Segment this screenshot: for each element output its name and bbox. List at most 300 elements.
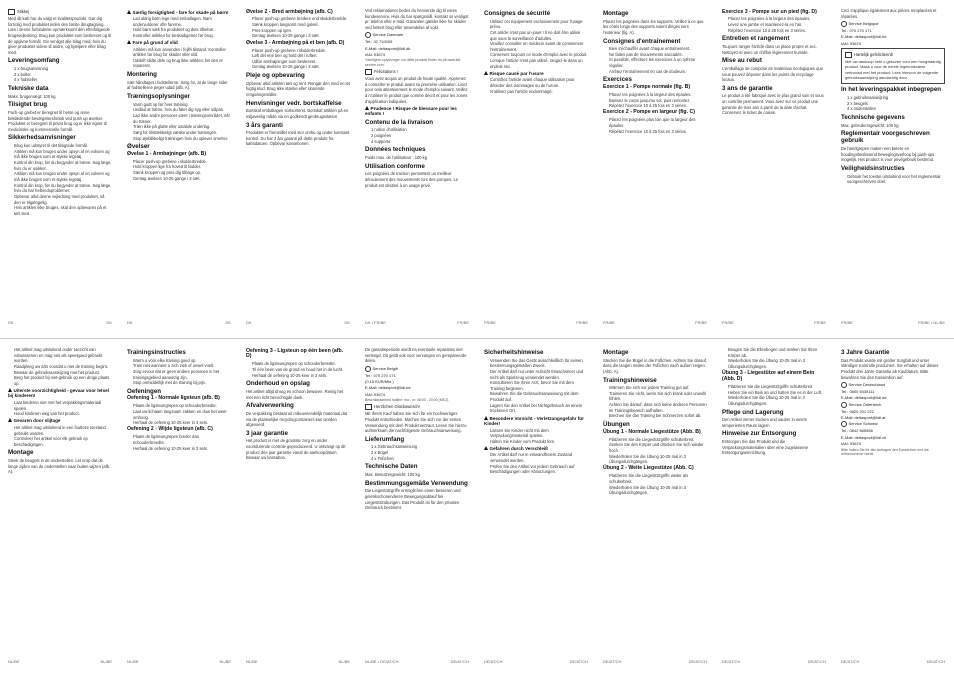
care-text: Opbevar altid artiklen tørt og rent. Rengør den med en let fugtig klud. Brug ikke stærke eller skurende rengøringsmidler. [246,80,350,97]
mount-text: Stecken Sie die Bügel in die Füßchen. Achten Sie darauf, dass die langen Seiten der Füßchen nach außen zeigen (Abb. A). [603,357,707,374]
warning-icon [8,418,12,422]
service-email: E-Mail: deltasport@lidl.ch [841,434,887,440]
list-item: • Raadpleeg uw arts voordat u met de training begint. [14,364,112,370]
exercise-title: Oefening 2 - Wijde ligsteun (afb. C) [127,426,213,433]
list-item: • Undlad at træne, hvis du føler dig syg eller utilpas. [133,107,231,113]
service-contact: Service Österreich [841,402,945,408]
train-list [603,46,707,74]
list-item: • Heben Sie ein Bein an und halten Sie es in der Luft. [728,390,826,396]
care-title: Entretien et rangement [722,35,790,43]
use-text: Puch-up grebet er beregnet til hente og anne beklædende bevægelsesforløb ved push up øvelser. Produktet er beregnet til privat brug og er ikke egnet til medicinske og kommercielle formål. [8,109,107,132]
top-col-2 [127,8,231,313]
list-item: • Lad ikke andre personer være i træningsområdet, når du træner. [133,113,231,124]
list-item: • Placer push-up grebene bredere end skulderbredde. [252,16,350,22]
list-item: • Veuillez consulter un médecin avant de commencer l'entraînement. [490,41,588,52]
warranty-title: 3 Jahre Garantie [841,349,890,356]
train-title: Trainingshinweise [603,376,657,384]
list-item: • Herhaal de oefening 10-25 keer in 3 sets. [252,373,350,379]
warning-list [8,425,112,448]
service-contact: Service Schweiz [841,421,945,427]
list-item: • Lassen Sie Kinder nicht mit dem Verpackungsmaterial spielen. [490,428,588,439]
exercise-title: Übung 1 - Normale Liegestütze (Abb. B) [603,428,701,435]
list-item: • Bewaar de gebruiksaanwijzing met het product. [14,370,112,376]
intro-heading: Hartelijk gefeliciteerd! [845,52,941,58]
exercise-list [603,117,707,134]
list-item: • Løft det ene ben og hold det i luften. [252,53,350,59]
list-item: • 2 x Bügel [371,450,469,456]
exercise-list [246,361,350,378]
list-item: • 4 x onderstellen [847,106,945,112]
list-item: • Sænk kroppen og pres dig tilbage op. [133,170,231,176]
exercises-title: Øvelser [127,143,150,151]
list-item: • 1 x Gebrauchsanweisung [371,444,469,450]
warning-heading: Risque causé par l'usure [484,71,588,77]
service-phone: Tel.: 32 710005 [365,39,393,45]
intro-heading: Herzlichen Glückwunsch! [365,404,469,410]
warranty-continued: Ved reklamationer bedes du henvende dig til vores kundeservice. Hvis du har spørgsmål, kontakt os venligst pr. telefon eller e-mail. Garantien gælder ikke for skader ved forkert brug eller anvendelse af vold. [365,8,469,30]
article-number: IAN: 93674 [841,40,862,46]
book-icon [365,404,372,410]
list-item: • Conservez toujours ce mode d'emploi avec le produit. [490,52,588,58]
list-item: • Lagern Sie den Artikel bei Nichtgebrauch an einem trockenen Ort. [490,403,588,414]
list-item: • Hvis artiklen ikke bruges, skal den opbevares på et tørt sted. [14,205,112,216]
list-item: • Hold børn væk fra produktet og dets tilbehør. [133,27,231,33]
service-contact: Service Deutschland [841,382,945,388]
intro-text: Mit Ihrem Kauf haben Sie sich für ein hochwertiges Produkt entschieden. Machen Sie sich vor der ersten Verwendung mit dem Produkt vertraut. Lesen Sie hierzu aufmerksam die nachfolgende Gebrauchsanweisung. [365,411,467,434]
care-title: Onderhoud en opslag [246,380,310,388]
list-item: • Udfør armbøjninger som beskrevet. [252,59,350,65]
use-text: Die Liegestützgriffe ermöglichen einen besseren und gelenkschonenderen Bewegungsablauf bei Liegestützübungen. Das Produkt ist für den privaten Gebrauch bestimmt. [365,488,461,511]
top-col-8 [841,8,945,313]
list-item: • Kontrol din krop, før du begynder at træne. Søg læge, hvis du er usikker. [14,160,112,171]
small-print: Bitte halten Sie für alle Anfragen den Kassenbon und die Artikelnummer bereit. [841,447,929,457]
list-item: • Het artikel mag uitsluitend in een foutloze toestand gebruikt worden. [14,425,112,436]
page-footer: FR/BE FR/BE [603,320,707,325]
list-item: • Platzieren Sie die Liegestützgriffe schulterbreit. [609,437,707,443]
use-title: Tilsigtet brug [8,101,48,109]
page-footer: DK DK [127,320,231,325]
service-icon [841,21,847,27]
list-item: • Gentag øvelsen 10-25 gange i 3 sæt. [252,33,350,39]
warranty-text: Das Produkt wurde mit großer Sorgfalt und unter ständiger Kontrolle produziert. Sie erhalten auf dieses Produkt drei Jahre Garantie ab Kaufdatum. Bitte bewahren Sie den Kassenbon auf. [841,357,939,380]
list-item: • 4 supports [371,139,469,145]
warning-icon [484,71,488,75]
list-item: • Herhaal de oefening 10-25 keer in 3 sets. [133,420,231,426]
small-print: Beschikbaarheid hotline: ma - vr: 08:00 - 20:00 (MEZ). [365,398,450,403]
page-footer: NL/BE NL/BE [127,659,231,664]
warranty-text: Het product is met de grootste zorg en onder voortdurende controle geproduceerd. U ontvangt op dit product drie jaar garantie vanaf de aankoopdatum. Bewaar uw kassabon. [246,438,346,461]
bottom-col-1 [8,347,112,652]
list-item: • Controleer het artikel vóór elk gebruik op beschadigingen. [14,436,112,447]
page-footer: DE/AT/CH DE/AT/CH [603,659,707,664]
warranty-continued: De garantieperiode wordt na eventuele reparaties niet verlengd. Dit geldt ook voor vervangen en gerepareerde delen. [365,347,467,364]
list-item: • Wiederholen Sie die Übung 10-25 mal in 3 Übungsdurchgängen. [728,395,826,406]
warning-list [484,428,588,445]
list-item: • Laat uw lichaam langzaam zakken en duw het weer omhoog. [133,409,231,420]
safety-list [8,143,112,216]
warning-icon [127,40,131,44]
list-item: • Plaats de ligsteungrepen breder dan schouderbreedte. [133,434,231,445]
warning-icon [8,388,12,392]
top-col-1 [8,8,112,313]
list-item: • Achten Sie darauf, dass sich keine anderen Personen im Trainingsbereich aufhalten. [609,402,707,413]
page-footer: DE/AT/CH DE/AT/CH [841,659,945,664]
top-col-7 [722,8,826,313]
list-item: • Senken Sie den Körper und drücken Sie sich wieder hoch. [609,442,707,453]
list-item: • Placez les poignées à la largeur des épaules. [728,16,826,22]
exercise-title: Oefening 3 - Ligsteun op één been (afb. D) [246,347,344,360]
scope-title: Lieferumfang [365,435,405,443]
tech-title: Technische gegevens [841,113,905,121]
exercise-title: Übung 2 - Weite Liegestütze (Abb. C) [603,465,694,472]
use-text: Les poignées de traction permettent un meilleur déroulement des mouvements lors des pompes. Le produit est destiné à un usage privé. [365,171,459,188]
list-item: • 1 x gebruiksaanwijzing [847,95,945,101]
train-list [127,102,231,141]
list-item: • Hold kroppen lige fra hoved til fødder. [133,164,231,170]
list-item: • Der Artikel darf nur in einwandfreiem Zustand verwendet werden. [490,452,588,463]
tech-title: Tekniske data [8,85,49,93]
list-item: • Kontrol din krop, før du begynder at træne. Søg læge, hvis du har helbredsproblemer. [14,183,112,194]
page-footer: DK DK [246,320,350,325]
exercise-title: Übung 3 - Liegestütze auf einem Bein (Abb. D) [722,370,815,383]
bottom-col-3 [246,347,350,652]
mount-text: Steek de beugels in de onderstellen. Let erop dat de lange zijden van de onderstellen naar buiten wijzen (afb. A). [8,458,111,475]
mount-title: Montage [8,449,34,457]
list-item: • Beugen Sie die Ellenbogen und senken Sie Ihren Körper ab. [728,347,826,358]
list-item: • Warm u vóór elke training goed op. [133,358,231,364]
list-item: • Halten Sie Kinder vom Produkt fern. [490,439,588,445]
page-footer: DE/AT/CH DE/AT/CH [722,659,826,664]
safety-title: Sikkerhedsanvisninger [8,134,76,142]
list-item: • Brug kun udstyret til det tilsigtede formål. [14,143,112,149]
safety-title: Sicherheitshinweise [484,349,544,356]
scope-list [8,66,112,83]
warning-heading: Besondere Vorsicht - Verletzungsgefahr für Kinder! [484,415,584,427]
service-icon [841,382,847,388]
disposal-title: Afvalverwerking [246,402,294,410]
list-item: • Artiklen må kun bruges under opsyn af en voksen og må ikke bruges som et stykke legetøj. [14,171,112,182]
intro-box [841,48,945,84]
list-item: • Artiklen må kun bruges under opsyn af en voksen og må ikke bruges som et stykke legetøj. [14,149,112,160]
intro-heading: Félicitations ! [365,69,469,75]
page-footer: NL/BE • DE/AT/CH DE/AT/CH [365,659,469,664]
list-item: • Herhaal de oefening 10-25 keer in 3 sets. [133,446,231,452]
list-item: • Wiederholen Sie die Übung 10-25 mal in 3 Übungsdurchgängen. [609,454,707,465]
list-item: • 1 notice d'utilisation [371,127,469,133]
list-item: • Répétez l'exercice 10 à 25 fois en 3 séries. [609,103,707,109]
mount-text: Placez les poignées dans les supports. Veillez à ce que les côtés longs des supports soient dirigés vers l'extérieur (fig. A). [603,18,704,35]
exercise-title: Exercice 3 - Pompe sur un pied (fig. D) [722,8,817,15]
list-item: • Platzieren Sie die Liegestützgriffe weiter als schulterbreit. [609,473,707,484]
list-item: • 2 poignées [371,133,469,139]
list-item: • Sørg for tilstrækkeligt væske under træningen. [133,130,231,136]
list-item: • Bien s'échauffer avant chaque entraînement. [609,46,707,52]
warning-heading: Prudence ! Risque de blessure pour les enfants ! [365,105,457,117]
page-footer: DK DK [8,320,112,325]
list-item: • Artiklen må kun anvendes i fejlfri tilstand. Kontroller artiklen før brug for skader eller slid. [133,47,231,58]
warning-heading: Fare på grund af slid [127,40,231,46]
list-item: • Berg het product bij niet-gebruik op een droge plaats op. [14,375,112,386]
warning-list [127,16,231,39]
exercise-list [246,48,350,71]
disposal-text: L'emballage se compose de matériaux écologiques que vous pouvez déposer dans les points de recyclage locaux. [722,65,823,83]
exercise-title: Øvelse 2 - Bred armbøjning (afb. C) [246,8,333,15]
exercise-list [127,434,231,451]
list-item: • Houd kinderen weg van het product. [14,411,112,417]
exercise-list [603,92,707,109]
list-item: • Prüfen Sie den Artikel vor jedem Gebrauch auf Beschädigungen oder Abnutzungen. [490,464,588,475]
warranty-title: 3 års garanti [246,121,283,129]
warning-list [8,400,112,417]
bottom-page-spread [0,339,954,677]
warning-heading: Gefahren durch Verschleiß [484,446,588,452]
list-item: • Utilisez cet équipement exclusivement pour l'usage prévu. [490,19,588,30]
service-rate: (0,15 EUR/Min.) [365,378,394,384]
intro-text: Med dit køb har du valgt et kvalitetsprodukt. Gør dig fortrolig med produktet inden den første ibrugtagning. Læs i denne forbindelse opmærksomt den efterfølgende brugsvejledning. Brug kun produktet som beskrevet og til de opgivne formål. Giv venligst alle bilag med, hvis du giver produktet videre til andre, og hjælpere eller bilag med. [8,16,112,55]
exercises-title: Exercices [603,76,632,84]
scope-title: Leveringsomfang [8,57,60,65]
exercise-list [603,473,707,496]
disposal-text: De verpakking bestaat uit milieuvriendelijk materiaal dat via de plaatselijke recyclingcontainers kan worden afgevoerd. [246,410,348,428]
tech-text: Max. gebruikersgewicht: 100 kg [841,122,899,128]
list-item: • Wärmen Sie sich vor jedem Training gut auf. [609,385,707,391]
care-text: Toujours ranger l'article dans un place propre et sec. Nettoyez-le avec un chiffon légèrement humide. [722,44,817,55]
service-icon [841,402,847,408]
top-col-4 [365,8,469,313]
list-item: • Répétez l'exercice 10 à 25 fois en 3 séries. [609,129,707,135]
exercise-title: Øvelse 3 - Armbøjning på et ben (afb. D) [246,39,345,46]
warning-icon [365,106,369,110]
tech-text: Max. Benutzergewicht: 100 kg [365,471,420,477]
care-title: Pflege und Lagerung [722,408,784,416]
service-phone: Tel.: 070 270 171 [841,27,872,33]
list-item: • Plaats de ligsteungrepen op schouderbreedte. [133,403,231,409]
service-email: E-Mail: deltasport@lidl.be [365,385,411,391]
disposal-title: Hinweise zur Entsorgung [722,430,797,438]
list-item: • Konsultieren Sie Ihren Arzt, bevor Sie mit dem Training beginnen. [490,380,588,391]
safety-title: Consignes de sécurité [484,10,551,17]
scope-list [841,95,945,112]
service-phone: Tel.: 0820 201 222 [841,408,874,414]
warning-icon [127,10,131,14]
service-icon [841,421,847,427]
scope-list [365,444,469,461]
warranty-text: Le produit a été fabriqué avec le plus grand soin et sous un contrôle permanent. Vous avez sur ce produit une garantie de trois ans à partir de la date d'achat. Conservez le ticket de caisse. [722,93,824,116]
list-item: • Het artikel mag uitsluitend onder toezicht van volwassenen en mag niet als speelgoed gebruikt worden. [14,347,112,364]
list-item: • Lad aldrig børn lege med emballagen. Børn undervurderer ofte farerne. [133,16,231,27]
list-item: • Baissez le corps jusqu'au sol, puis remontez. [609,98,707,104]
use-title: Utilisation conforme [365,162,425,170]
list-item: • Cet article n'est pas un jouet ! Il ne doit être utilisé que sous la surveillance d'adultes. [490,30,588,41]
service-email: E-Mail: deltasport@lidl.be [841,34,887,40]
exercises-title: Übungen [603,421,630,429]
list-item: • Opbevar altid denne vejledning med produktet, så den er tilgængelig. [14,194,112,205]
list-item: • Placer push-up grebene i skulderbredde. [133,159,231,165]
warning-heading: Uiterste voorzichtigheid - gevaar voor letsel bij kinderen! [8,387,109,399]
warning-list [127,47,231,70]
list-item: • Lorsque l'article n'est pas utilisé, rangez-le dans un endroit sec. [490,58,588,69]
page-footer: NL/BE NL/BE [246,659,350,664]
top-col-6 [603,8,707,313]
list-item: • Stop onmiddellijk met de training bij pijn. [133,380,231,386]
warning-list [484,77,588,94]
article-number: IAN: 93674 [841,441,862,447]
exercise-list [722,384,826,407]
safety-list [484,19,588,70]
top-page-spread [0,0,954,338]
bottom-col-7 [722,347,826,652]
list-item: • Pres kroppen op igen. [252,28,350,34]
use-title: Reglementair voorgeschreven gebruik [841,130,930,145]
tech-text: Poids max. de l'utilisateur : 100 kg [365,154,427,160]
train-title: Consignes d'entraînement [603,37,681,45]
book-icon [8,9,15,15]
exercise-list [246,16,350,39]
list-item: • 4 x Füßchen [371,456,469,462]
train-title: Trainingsinstructies [127,349,186,356]
list-item: • Til één been van de grond en houd het in de lucht. [252,367,350,373]
list-item: • Trainieren Sie nicht, wenn Sie sich krank oder unwohl fühlen. [609,391,707,402]
list-item: • Répétez l'exercice 10 à 25 fois en 3 séries. [728,28,826,34]
book-icon [365,69,372,75]
list-item: • Gentag øvelsen 10-25 gange i 3 sæt. [133,176,231,182]
list-item: • 2 x bolter [14,72,112,78]
exercise-title: Øvelse 1 - Armbøjninger (afb. B) [127,150,207,157]
mount-title: Montering [127,71,157,79]
list-item: • Si possible, effectuez les exercices à un rythme régulier. [609,57,707,68]
scope-title: Contenu de la livraison [365,118,434,126]
exercise-list [127,159,231,182]
list-item: • Der Artikel darf nur unter Aufsicht Erwachsener und nicht als Spielzeug verwendet werden. [490,369,588,380]
warranty-text: Produktet er fremstillet med stor omhu og under konstant kontrol. Du har 3 års garanti på dette produkt fra købsdatoen. Opbevar kassebonen. [246,130,350,147]
list-item: • Bewahren Sie die Gebrauchsanweisung mit dem Produkt auf. [490,391,588,402]
mount-title: Montage [603,349,629,356]
list-item: • Train niet wanneer u zich ziek of onwel voelt. [133,363,231,369]
bottom-col-4 [365,347,469,652]
service-phone: Tel.: 0800 5435111 [841,388,875,394]
list-item: • Levez une jambe et maintenez-la en l'air. [728,22,826,28]
warranty-title: 3 jaar garantie [246,429,288,437]
page-footer: FR/BE FR/BE [722,320,826,325]
list-item: • Contrôlez l'article avant chaque utilisation pour détecter des dommages ou de l'usure. [490,77,588,88]
intro-text: Met uw aankoop hebt u gekozen voor een hoogwaardig product. Maak u voor de eerste ingebruikname vertrouwd met het product. Lees hiervoor de volgende gebruiksaanwijzing aandachtig door. [845,59,941,81]
list-item: • Udskift slidte dele og brug ikke artiklen, før den er repareret. [133,58,231,69]
exercise-list [603,437,707,465]
warning-list [484,452,588,475]
list-item: • Platzieren Sie die Liegestützgriffe schulterbreit. [728,384,826,390]
list-item: • Arrêtez l'entraînement en cas de douleurs. [609,69,707,75]
service-contact: Service Belgique [841,21,945,27]
bottom-col-2 [127,347,231,652]
book-icon [845,52,852,58]
warning-icon [484,446,488,450]
list-item: • Placez les poignées à la largeur des épaules. [609,92,707,98]
tech-text: Maks. brugervægt: 100 kg [8,93,56,99]
care-title: Pleje og opbevaring [246,72,305,80]
list-item: • Sænk kroppen langsomt mod gulvet. [252,22,350,28]
train-list [127,358,231,386]
list-item: • Laat kinderen niet met het verpakkingsmateriaal spelen. [14,400,112,411]
list-item: • Gentag øvelsen 10-25 gange i 3 sæt. [252,64,350,70]
intro-text: Vous avez acquis un produit de haute qualité. Apprenez à connaître le produit avant sa première utilisation. Lisez pour cela attentivement le mode d'emploi suivant. Veillez à n'utiliser le produit que comme décrit et pour les zones d'application indiquées. [365,76,468,104]
warning-icon [484,416,488,420]
exercise-title: Oefening 1 - Normale ligsteun (afb. B) [127,395,220,402]
scope-title: In het leveringspakket inbegrepen [841,86,942,94]
use-text: De handgrepen maken een betere en houdingsbeslissend bewegingsverloop bij push-ups mogelijk. Het product is voor privégebruik bestemd. [841,145,935,163]
list-item: • 1 x brugsanvisning [14,66,112,72]
intro-heading: Stikkej [8,9,112,15]
list-item: • Træn ikke på glatte eller ustabile underlag. [133,124,231,130]
list-item: • Varm godt op før hver træning. [133,102,231,108]
bottom-col-5 [484,347,588,652]
list-item: • Verwenden Sie das Gerät ausschließlich für seinen bestimmungsgemäßen Zweck. [490,358,588,369]
disposal-text: Bortskaf emballagen sortsorteret. Bortskaf artiklen på en miljøvenlig måde via en godkendt genbrugsstation. [246,108,349,119]
page-footer: FR/BE FR/BE • NL/BE [841,320,945,325]
service-icon [365,32,371,38]
list-item: • Plaats de ligsteungrepen op schouderbreedte. [252,361,350,367]
list-item: • Kontroller artiklen for beskadigelser før brug. [133,33,231,39]
service-email: E-Mail: deltasport@lidl.at [841,414,886,420]
use-title: Bestimmungsgemäße Verwendung [365,479,468,487]
list-item: • 2 x beugels [847,101,945,107]
list-item: • N'utilisez pas l'article endommagé. [490,89,588,95]
tech-title: Technische Daten [365,463,418,471]
list-item: • Ne faites pas de mouvements saccadés. [609,52,707,58]
exercise-list [127,403,231,426]
bottom-col-6 [603,347,707,652]
top-col-5 [484,8,588,313]
list-item: • Wiederholen Sie die Übung 10-25 mal in 3 Übungsdurchgängen. [728,358,826,369]
list-item: • Placer push-up grebene i skulderbredde. [252,48,350,54]
warning-heading: Gevaren door slijtage [8,418,112,424]
scope-list [365,127,469,144]
safety-list [8,347,112,386]
mount-text: Sæt håndtaget i fodstellerne. Sørg for, at de lange sider af fodstellerne peger udad (afb. A). [127,79,228,91]
article-number: IAN: 93674 [365,391,386,397]
exercise-list [722,16,826,33]
warning-heading: Særlig forsigtighed - fare for skade på børn! [127,10,231,16]
disposal-title: Mise au rebut [722,57,762,65]
mount-title: Montage [603,10,629,17]
service-email: E-Mail: deltasport@lidl.de [841,395,887,401]
bottom-col-8 [841,347,945,652]
safety-list [484,358,588,414]
top-col-3 [246,8,350,313]
page-footer: FR/BE FR/BE [484,320,588,325]
exercise-title: Exercice 2 - Pompe en largeur (fig. C) [603,109,695,116]
care-text: Den Artikel immer trocken und sauber in einem temperierten Raum lagern. [722,417,808,428]
train-title: Træningsoplysninger [127,93,190,101]
page-footer: DK • FR/BE FR/BE [365,320,469,325]
small-print: Yderligere oplysninger om dette produkt finder du på www.lidl-service.com. [365,58,462,67]
warranty-title: 3 ans de garantie [722,84,773,92]
list-item: • Brechen Sie das Training bei Schmerzen sofort ab. [609,413,707,419]
article-number: IAN: 93674 [365,51,386,57]
disposal-text: Entsorgen Sie das Produkt und die Verpackungsmaterialien über eine zugelassene Entsorgungseinrichtung. [722,439,809,456]
exercise-title: Exercice 1 - Pompe normale (fig. B) [603,84,691,90]
page-footer: DE/AT/CH DE/AT/CH [484,659,588,664]
service-phone: Tel.: 0842 665566 [841,428,873,434]
safety-title: Veiligheidsinstructies [841,164,905,172]
page-footer: NL/BE NL/BE [8,659,112,664]
tech-title: Données techniques [365,146,426,154]
warranty-continued: Ceci s'applique également aux pièces remplacées et réparées. [841,8,937,19]
exercise-list [722,347,826,370]
service-email: E-Mail: deltasport@lidl.dk [365,45,411,51]
service-contact: Service Danmark [365,32,469,38]
safety-list [841,174,945,185]
list-item: • Wiederholen Sie die Übung 10-25 mal in 3 Übungsdurchgängen. [609,485,707,496]
